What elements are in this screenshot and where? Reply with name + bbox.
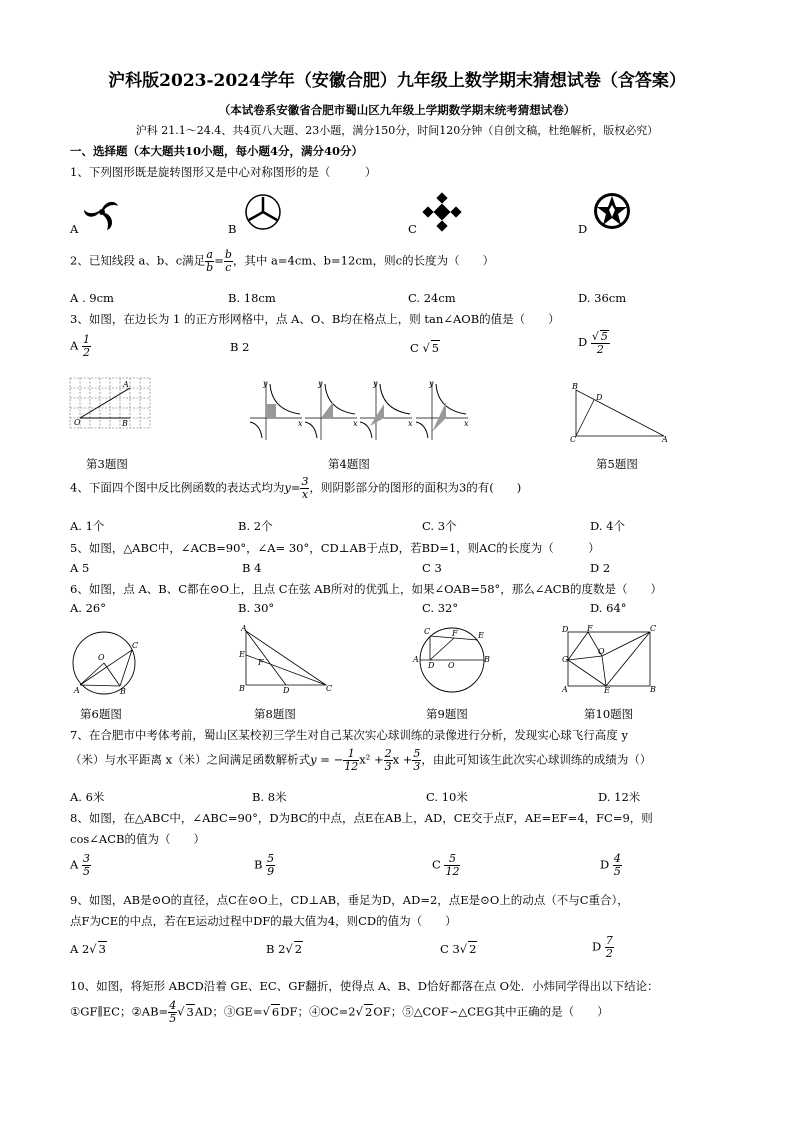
q1-option-c: C xyxy=(408,222,417,236)
q4-num: 3 xyxy=(301,475,309,488)
svg-text:C: C xyxy=(424,627,431,636)
svg-text:F: F xyxy=(452,629,458,638)
svg-text:A: A xyxy=(662,435,668,444)
svg-text:B: B xyxy=(484,655,490,664)
q6-option-d: D. 64° xyxy=(590,601,627,615)
q2-option-c: C. 24cm xyxy=(408,291,456,305)
q3-option-d: D $\frac{√ 5}{2}$ xyxy=(578,330,608,357)
q7-line2 xyxy=(70,748,651,773)
q4-option-d: D. 4个 xyxy=(590,519,625,533)
q7-f1-num: 1 xyxy=(343,748,359,761)
caption-fig3: 第3题图 xyxy=(86,457,128,471)
q3-option-a xyxy=(70,334,91,359)
q8-option-c xyxy=(432,853,460,878)
q9-option-a: A 2√ 3 xyxy=(70,942,106,956)
q7-option-c: C. 10米 xyxy=(426,790,468,804)
q4-y: y= xyxy=(284,480,301,495)
q7-option-a: A. 6米 xyxy=(70,790,105,804)
q3-d-den: 2 xyxy=(596,343,604,357)
q7-line2b: ，由此可知该生此次实心球训练的成绩为（） xyxy=(421,752,652,767)
q9-a-label: A 2 xyxy=(70,942,90,956)
svg-text:B: B xyxy=(572,382,578,391)
q8-b-num: 5 xyxy=(267,852,275,865)
q9-b-radicand: 2 xyxy=(294,942,303,956)
q7-line2a: （米）与水平距离 x（米）之间满足函数解析式 xyxy=(70,752,311,767)
q4-graph-4 xyxy=(416,380,471,442)
subtitle: （本试卷系安徽省合肥市蜀山区九年级上学期数学期末统考猜想试卷） xyxy=(218,103,576,117)
svg-text:F: F xyxy=(587,624,593,633)
q6-circle-figure xyxy=(68,628,142,698)
q1-figure-a-icon xyxy=(82,192,122,232)
caption-fig4: 第4题图 xyxy=(328,457,370,471)
svg-text:F: F xyxy=(258,658,264,667)
q1-figure-d-icon xyxy=(592,191,632,231)
caption-fig5: 第5题图 xyxy=(596,457,638,471)
section-heading: 一、选择题（本大题共10小题，每小题4分，满分40分） xyxy=(70,144,364,158)
q7-option-b: B. 8米 xyxy=(252,790,287,804)
q5-option-a: A 5 xyxy=(70,561,90,575)
svg-text:E: E xyxy=(478,631,484,640)
q10-line2: ①GF∥EC；②AB= $\frac{4}{5}$ √ 3AD；③GE=√ 6DF；④OC=2√ 2OF；⑤△COF∽△CEG其中正确的是（ ） xyxy=(70,999,609,1026)
q10-frac-den: 5 xyxy=(169,1012,177,1026)
svg-text:x: x xyxy=(464,419,469,428)
svg-text:x: x xyxy=(353,419,358,428)
svg-text:C: C xyxy=(132,641,139,650)
q9-option-d xyxy=(592,935,614,960)
q10-rectangle-figure xyxy=(562,624,658,695)
q2-option-b: B. 18cm xyxy=(228,291,276,305)
q8-c-den: 12 xyxy=(445,865,460,879)
svg-text:A: A xyxy=(123,380,129,389)
q5-option-b: B 4 xyxy=(242,561,262,575)
q9-line2: 点F为CE的中点，若在E运动过程中DF的最大值为4，则CD的值为（ ） xyxy=(70,914,457,928)
q8-b-label: B xyxy=(254,857,263,872)
q7-f2-den: 3 xyxy=(384,760,392,774)
q7-eq-y: y = − xyxy=(310,752,344,767)
svg-text:O: O xyxy=(98,653,105,662)
svg-text:x: x xyxy=(298,419,303,428)
q7-option-d: D. 12米 xyxy=(598,790,641,804)
q3-option-c: C √ 5 xyxy=(410,341,440,355)
svg-text:A: A xyxy=(413,655,419,664)
q5-option-c: C 3 xyxy=(422,561,442,575)
q3-a-den: 2 xyxy=(82,346,90,360)
q3-option-b: B 2 xyxy=(230,340,250,354)
q1-option-b: B xyxy=(228,222,237,236)
q8-c-label: C xyxy=(432,857,441,872)
svg-text:O: O xyxy=(448,661,455,670)
q2-frac2-den: c xyxy=(225,261,232,275)
q8-c-num: 5 xyxy=(444,853,460,866)
q8-option-b xyxy=(254,853,275,878)
q1-option-a: A xyxy=(70,222,79,236)
q2-stem xyxy=(70,249,494,274)
q8-triangle-figure xyxy=(238,624,334,695)
q3-stem: 3、如图，在边长为 1 的正方形网格中，点 A、O、B均在格点上，则 tan∠AOB的值是（ ） xyxy=(70,312,560,326)
q2-stem-a: 2、已知线段 a、b、c满足 xyxy=(70,253,206,268)
q3-grid-figure xyxy=(70,378,152,438)
page-title: 沪科版2023-2024学年（安徽合肥）九年级上数学期末猜想试卷（含答案） xyxy=(108,71,686,91)
q2-equals: = xyxy=(214,253,224,268)
svg-text:y: y xyxy=(318,379,323,388)
svg-text:D: D xyxy=(562,625,569,634)
q6-option-c: C. 32° xyxy=(422,601,459,615)
q3-a-num: 1 xyxy=(82,333,90,346)
svg-text:G: G xyxy=(562,655,569,664)
q2-option-a: A . 9cm xyxy=(70,291,114,305)
q9-c-radicand: 2 xyxy=(469,942,477,956)
q10-rad3: 2 xyxy=(364,1004,373,1019)
q10-rad2: 6 xyxy=(271,1004,280,1019)
q4-graph-2 xyxy=(305,380,360,442)
svg-text:A: A xyxy=(241,624,247,633)
q4-option-c: C. 3个 xyxy=(422,519,457,533)
q4-den: x xyxy=(301,488,309,502)
svg-text:D: D xyxy=(596,393,603,402)
q10-part1: ①GF∥EC；②AB= xyxy=(70,1004,169,1019)
q4-stem-b: ，则阴影部分的图形的面积为3的有( ) xyxy=(309,480,522,495)
q10-part3: DF；④OC=2 xyxy=(280,1004,356,1019)
q8-a-den: 5 xyxy=(82,865,90,879)
svg-text:y: y xyxy=(263,379,268,388)
svg-text:B: B xyxy=(239,684,245,693)
q10-rad1: 3 xyxy=(186,1004,194,1019)
q9-circle-figure xyxy=(412,624,492,696)
svg-text:A: A xyxy=(562,685,568,694)
q4-option-a: A. 1个 xyxy=(70,519,105,533)
q9-option-b: B 2√ 2 xyxy=(266,942,303,956)
q9-c-label: C 3 xyxy=(440,942,460,956)
q3-d-num: 5 xyxy=(600,330,608,343)
q6-option-b: B. 30° xyxy=(238,601,275,615)
caption-fig8: 第8题图 xyxy=(254,707,296,721)
q7-term2: x + xyxy=(392,752,413,767)
q6-option-a: A. 26° xyxy=(70,601,106,615)
q8-line2: cos∠ACB的值为（ ） xyxy=(70,832,205,846)
q8-a-label: A xyxy=(70,857,79,872)
q5-triangle-figure xyxy=(568,384,668,444)
q10-frac-num: 4 xyxy=(169,999,177,1012)
q1-figure-c-icon xyxy=(422,192,462,232)
q8-d-label: D xyxy=(600,857,610,872)
svg-text:E: E xyxy=(604,686,610,695)
q4-stem xyxy=(70,476,521,501)
q10-part4: OF；⑤△COF∽△CEG其中正确的是（ ） xyxy=(373,1004,609,1019)
q1-option-d: D xyxy=(578,222,588,236)
svg-text:O: O xyxy=(74,418,81,427)
q5-stem: 5、如图，△ABC中，∠ACB=90°，∠A= 30°，CD⊥AB于点D，若BD=1，则AC的长度为（ ） xyxy=(70,541,600,555)
q7-line1: 7、在合肥市中考体考前，蜀山区某校初三学生对自己某次实心球训练的录像进行分析，发现实心球飞行高度 y xyxy=(70,728,628,742)
q9-d-label: D xyxy=(592,939,602,954)
svg-text:y: y xyxy=(373,379,378,388)
q3-a-label: A xyxy=(70,338,79,353)
caption-fig6: 第6题图 xyxy=(80,707,122,721)
q2-frac1-num: a xyxy=(206,248,213,261)
q2-stem-b: ，其中 a=4cm、b=12cm，则c的长度为（ ） xyxy=(232,253,495,268)
q9-b-label: B 2 xyxy=(266,942,286,956)
svg-text:B: B xyxy=(120,687,126,696)
q7-f2-num: 2 xyxy=(384,747,392,760)
q8-b-den: 9 xyxy=(267,865,275,879)
svg-text:D: D xyxy=(283,686,290,695)
svg-text:E: E xyxy=(239,650,245,659)
q2-option-d: D. 36cm xyxy=(578,291,627,305)
q9-d-num: 7 xyxy=(605,934,613,947)
q7-f3-den: 3 xyxy=(413,760,421,774)
q8-line1: 8、如图，在△ABC中，∠ABC=90°，D为BC的中点，点E在AB上，AD，CE交于点F，AE=EF=4，FC=9，则 xyxy=(70,811,653,825)
q1-stem: 1、下列图形既是旋转图形又是中心对称图形的是（ ） xyxy=(70,165,377,179)
q8-a-num: 3 xyxy=(82,852,90,865)
q3-c-radicand: 5 xyxy=(431,341,440,355)
q1-figure-b-icon xyxy=(244,193,282,231)
exam-note: 沪科 21.1～24.4、共4页八大题、23小题，满分150分，时间120分钟（自创文稿，杜绝解析，版权必究） xyxy=(135,124,659,137)
q9-option-c: C 3√ 2 xyxy=(440,942,477,956)
q9-a-radicand: 3 xyxy=(98,942,106,956)
svg-text:B: B xyxy=(122,419,128,428)
q9-line1: 9、如图，AB是⊙O的直径，点C在⊙O上，CD⊥AB，垂足为D，AD=2，点E是⊙O上的动点（不与C重合）， xyxy=(70,893,629,907)
q8-d-den: 5 xyxy=(613,865,621,879)
q10-part2: AD；③GE= xyxy=(194,1004,263,1019)
q7-f1-den: 12 xyxy=(344,760,359,774)
svg-text:C: C xyxy=(326,684,333,693)
q2-frac2-num: b xyxy=(224,248,232,261)
svg-text:A: A xyxy=(74,686,80,695)
q8-d-num: 4 xyxy=(613,852,621,865)
svg-text:D: D xyxy=(428,661,435,670)
q8-option-a xyxy=(70,853,91,878)
svg-text:x: x xyxy=(408,419,413,428)
caption-fig9: 第9题图 xyxy=(426,707,468,721)
q3-c-label: C xyxy=(410,341,419,355)
q6-stem: 6、如图，点 A、B、C都在⊙O上，且点 C在弦 AB所对的优弧上，如果∠OAB=58°，那么∠ACB的度数是（ ） xyxy=(70,582,662,596)
q7-f3-num: 5 xyxy=(413,747,421,760)
q4-option-b: B. 2个 xyxy=(238,519,273,533)
svg-text:C: C xyxy=(650,624,657,633)
q5-option-d: D 2 xyxy=(590,561,611,575)
q8-option-d xyxy=(600,853,622,878)
q3-d-label: D xyxy=(578,335,588,350)
svg-text:B: B xyxy=(650,685,656,694)
caption-fig10: 第10题图 xyxy=(584,707,634,721)
q9-d-den: 2 xyxy=(605,947,613,961)
svg-text:C: C xyxy=(570,435,577,444)
svg-text:y: y xyxy=(429,379,434,388)
q4-stem-a: 4、下面四个图中反比例函数的表达式均为 xyxy=(70,480,285,495)
q7-term1: x² + xyxy=(359,752,384,767)
q2-frac1-den: b xyxy=(206,261,214,275)
q4-graph-3 xyxy=(360,380,415,442)
q4-graph-1 xyxy=(250,380,305,442)
q10-line1: 10、如图，将矩形 ABCD沿着 GE、EC、GF翻折，使得点 A、B、D恰好都落在点 O处．小炜同学得出以下结论： xyxy=(70,979,659,993)
svg-text:O: O xyxy=(598,647,605,656)
